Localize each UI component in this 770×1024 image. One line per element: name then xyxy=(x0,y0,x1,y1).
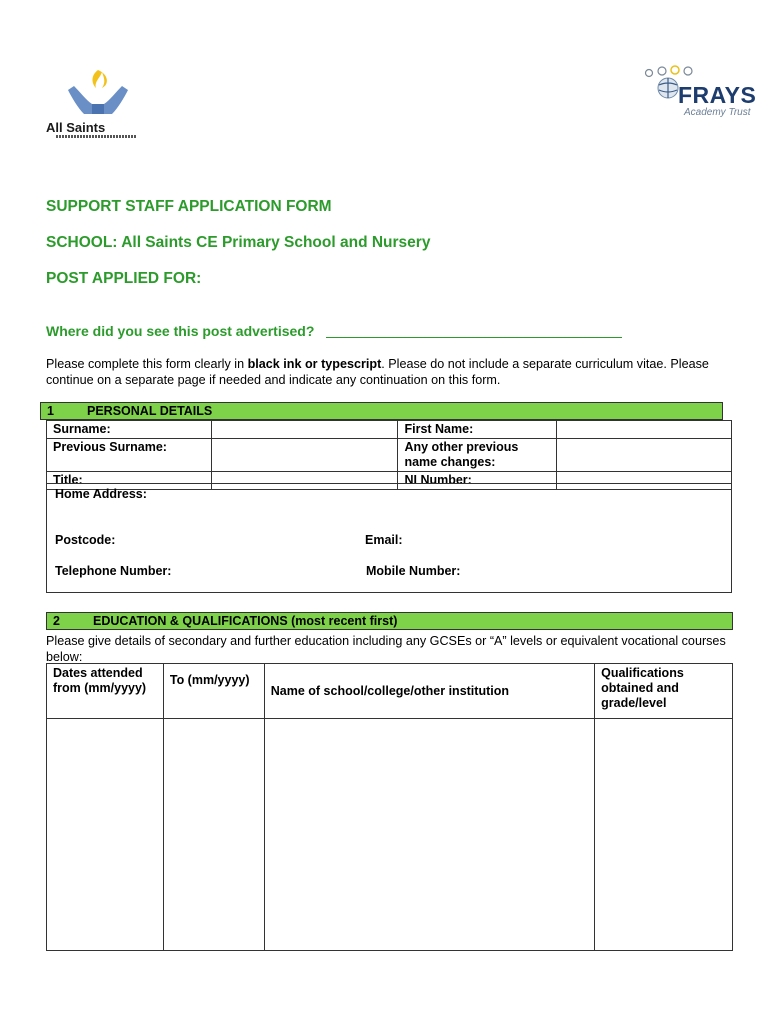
first-name-label: First Name: xyxy=(398,421,557,439)
dates-from-field[interactable] xyxy=(47,719,164,951)
column-header-qualifications: Qualifications obtained and grade/level xyxy=(595,664,733,719)
section-2-header xyxy=(46,612,733,630)
education-table xyxy=(46,663,733,951)
section-1-number: 1 xyxy=(47,404,54,418)
all-saints-logo xyxy=(44,64,148,140)
ni-number-label: NI Number: xyxy=(398,472,557,490)
frays-logo xyxy=(644,64,760,124)
dates-to-field[interactable] xyxy=(163,719,264,951)
section-1-header xyxy=(40,402,723,420)
form-title: SUPPORT STAFF APPLICATION FORM xyxy=(46,198,332,215)
section-2-description: Please give details of secondary and further education including any GCSEs or “A” levels or equivalent vocational courses below: xyxy=(46,634,726,664)
title-label: Title: xyxy=(47,472,212,490)
logo-subtitle-line xyxy=(56,135,136,138)
surname-label: Surname: xyxy=(47,421,212,439)
section-1-title: PERSONAL DETAILS xyxy=(87,404,213,418)
previous-surname-label: Previous Surname: xyxy=(47,439,212,472)
all-saints-logo-text: All Saints xyxy=(46,120,106,135)
column-header-to: To (mm/yyyy) xyxy=(163,664,264,719)
home-address-label: Home Address: xyxy=(55,487,147,501)
column-header-dates-from: Dates attended from (mm/yyyy) xyxy=(47,664,164,719)
surname-field[interactable] xyxy=(211,421,398,439)
advertised-input-line[interactable] xyxy=(326,336,622,338)
address-contact-box[interactable] xyxy=(46,483,732,593)
frays-logo-text: FRAYS xyxy=(678,82,757,108)
qualifications-field[interactable] xyxy=(595,719,733,951)
previous-surname-field[interactable] xyxy=(211,439,398,472)
other-previous-names-field[interactable] xyxy=(557,439,732,472)
frays-logo-subtext: Academy Trust xyxy=(684,107,751,118)
praying-hands-flame-icon xyxy=(44,64,148,120)
institution-field[interactable] xyxy=(264,719,594,951)
intro-text-1: Please complete this form clearly in xyxy=(46,357,248,371)
section-2-title: EDUCATION & QUALIFICATIONS (most recent first) xyxy=(93,614,398,628)
advertised-question-row xyxy=(46,323,622,339)
section-2-number: 2 xyxy=(53,614,60,628)
postcode-label: Postcode: xyxy=(55,533,116,547)
intro-bold: black ink or typescript xyxy=(247,357,382,371)
post-applied-label: POST APPLIED FOR: xyxy=(46,270,202,287)
intro-text-2: . Please do not include a separate curriculum vitae. Please continue on a separate page if needed and indicate any continuation on this form. xyxy=(46,357,709,387)
intro-paragraph xyxy=(46,356,736,388)
email-label: Email: xyxy=(365,533,403,547)
advertised-question: Where did you see this post advertised? xyxy=(46,323,315,339)
other-previous-names-label: Any other previous name changes: xyxy=(398,439,557,472)
mobile-label: Mobile Number: xyxy=(366,564,461,578)
personal-details-table xyxy=(46,420,732,490)
telephone-label: Telephone Number: xyxy=(55,564,172,578)
column-header-institution: Name of school/college/other institution xyxy=(264,664,594,719)
school-line: SCHOOL: All Saints CE Primary School and Nursery xyxy=(46,234,431,251)
first-name-field[interactable] xyxy=(557,421,732,439)
